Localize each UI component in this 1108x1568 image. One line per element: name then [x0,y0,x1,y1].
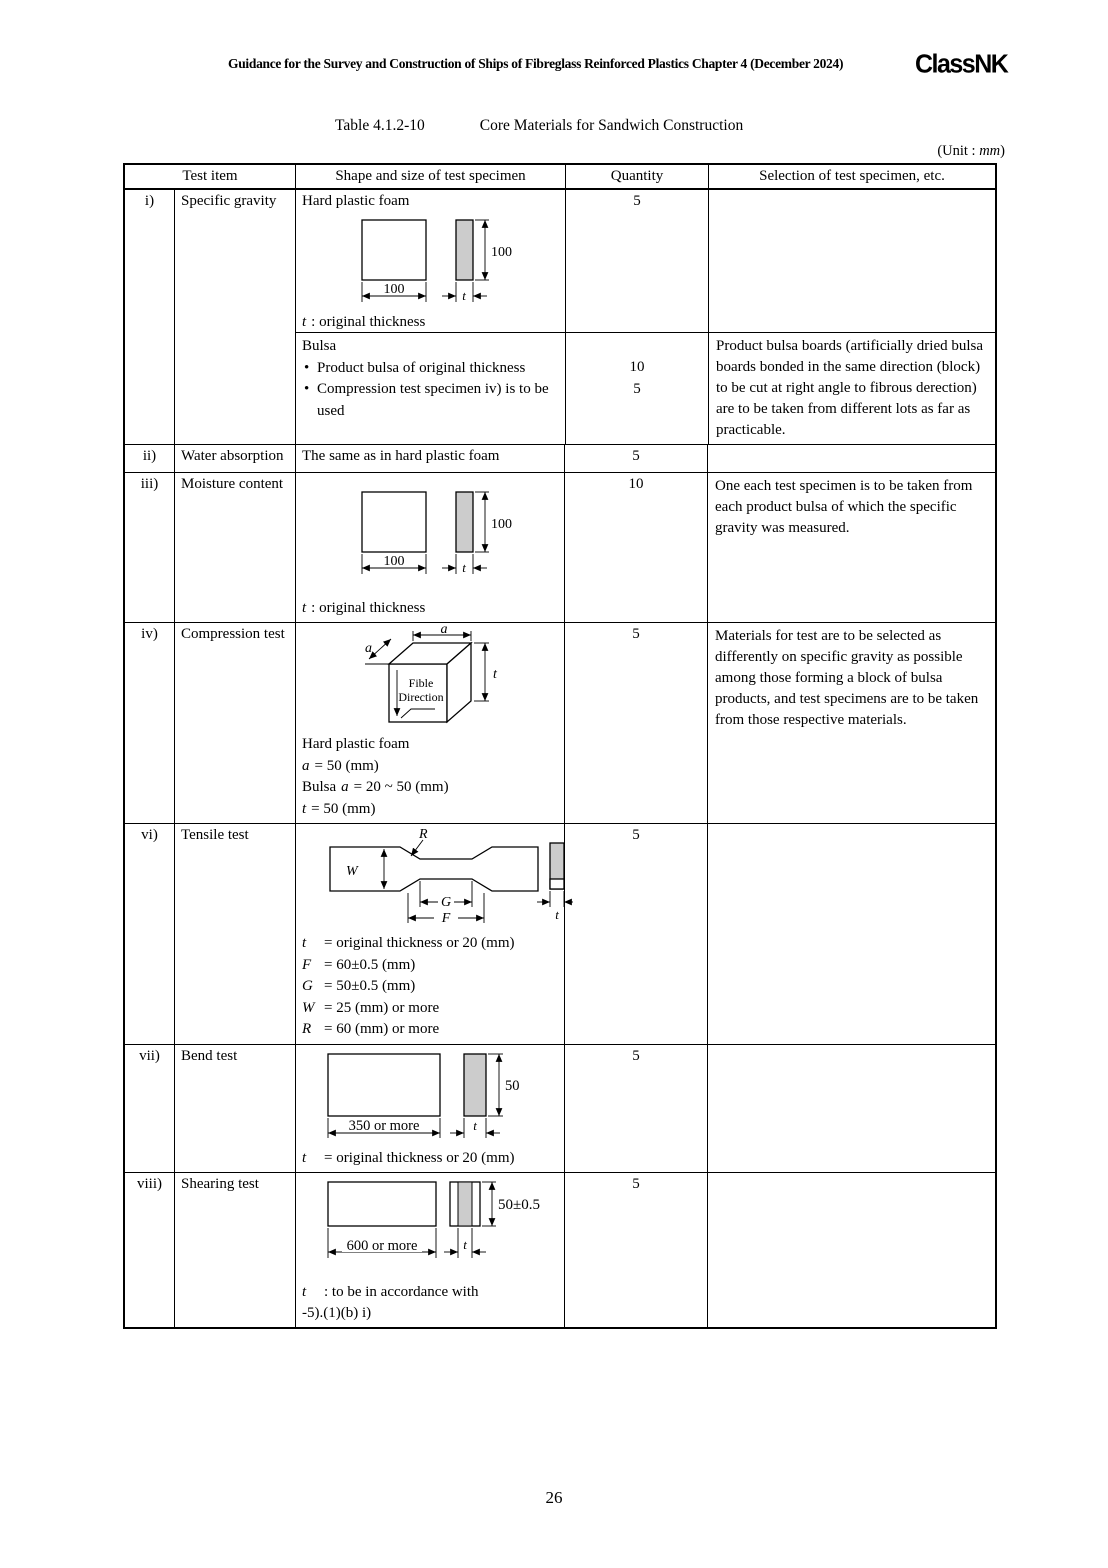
bend-length-label: 350 or more [348,1117,420,1134]
bulsa-bullet-2: • Compression test specimen iv) is to be used [302,379,559,422]
quantity-cell: 5 [564,1173,707,1327]
shape-cell [295,1045,564,1172]
table-caption [335,117,743,135]
bulsa-qty-1: 10 [629,359,645,375]
shear-height-label: 50±0.5 [498,1196,540,1213]
fiber-direction-label-2: Direction [398,690,444,704]
unit-note-pre: (Unit : [937,143,980,159]
tensile-specimen-diagram [322,827,574,927]
test-item-label: Tensile test [174,824,295,1044]
diagram-caption: t = original thickness or 20 (mm) [302,1149,515,1166]
quantity-cell [565,333,708,444]
bulsa-bullet-1: • Product bulsa of original thickness [302,358,559,380]
shape-cell [295,623,564,823]
header-shape: Shape and size of test specimen [295,165,565,188]
diagram-caption: t : original thickness [302,314,426,330]
row-bend-test [125,1044,995,1172]
spec-line: F = 60±0.5 (mm) [302,956,416,973]
row-no: i) [144,193,155,209]
foam-width-label: 100 [383,282,405,297]
table-caption-title: Core Materials for Sandwich Construction [479,117,744,134]
spec-line: Bulsa a = 20 ~ 50 (mm) [302,779,449,795]
spec-line: t = 50 (mm) [302,800,376,817]
cube-thickness-label: t [493,667,497,682]
row-compression-test [125,622,995,823]
row-shearing-test [125,1172,995,1327]
foam-thickness-label: t [462,288,466,303]
row-tensile-test [125,823,995,1044]
selection-cell: One each test specimen is to be taken from each product bulsa of which the specific gravity was measured. [707,473,995,622]
shape-title: Bulsa [302,338,337,354]
quantity-cell: 5 [564,623,707,823]
bend-height-label: 50 [505,1077,520,1094]
spec-line: t = original thickness or 20 (mm) [302,935,515,951]
selection-cell [707,445,995,472]
table-header-row [125,165,995,190]
bend-specimen-diagram [322,1048,537,1142]
diagram-caption: t : original thickness [302,600,426,616]
row-no: iii) [140,476,159,492]
quantity-cell: 10 [564,473,707,622]
shape-cell [296,190,565,332]
spec-line: Hard plastic foam [302,736,410,752]
row-no: vii) [139,1047,160,1064]
foam-width-label: 100 [383,554,405,569]
selection-cell [707,1173,995,1327]
test-item-label: Compression test [174,623,295,823]
tensile-radius-label: R [419,827,428,842]
bend-thickness-label: t [473,1117,477,1133]
cube-depth-dim-label: a [365,641,372,656]
shear-specimen-diagram [322,1176,547,1268]
bulsa-qty-2: 5 [633,380,641,397]
foam-thickness-label: t [462,560,466,575]
spec-line: W = 25 (mm) or more [302,999,440,1016]
classnk-logo: ClassNK [915,49,1008,79]
table-caption-label: Table 4.1.2-10 [335,117,425,134]
row-no: iv) [141,626,158,642]
header-test-item: Test item [182,168,238,184]
core-materials-table [123,163,997,1329]
tensile-thickness-label: t [555,907,559,922]
quantity-cell: 5 [564,824,707,1044]
selection-cell: Materials for test are to be selected as differently on specific gravity as possible among those forming a block of bulsa products, and test specimens are to be taken from those respective materials. [707,623,995,823]
spec-line: G = 50±0.5 (mm) [302,978,416,994]
selection-cell: Product bulsa boards (artificially dried bulsa boards bonded in the same direction (block) to be cut at right angle to fibrous derection) are to be taken from different lots as far as practicable. [708,333,995,444]
row-no: viii) [137,1175,162,1192]
row-moisture-content [125,472,995,622]
unit-note-post: ) [1000,143,1005,159]
subrow-hard-plastic-foam [296,190,995,332]
foam-specimen-diagram [350,216,525,312]
shape-cell [296,333,565,444]
tensile-width-label: W [346,864,358,879]
diagram-caption-2: -5).(1)(b) i) [302,1304,372,1321]
row-water-absorption [125,444,995,472]
fiber-direction-label-1: Fible [408,676,434,690]
test-item-label: Moisture content [174,473,295,622]
row-specific-gravity [125,190,995,444]
page-number: 26 [545,1488,563,1507]
shape-cell [295,1173,564,1327]
selection-cell [708,190,995,332]
cube-top-dim-label: a [440,626,448,637]
selection-cell [707,1045,995,1172]
shape-cell [295,473,564,622]
test-item-label: Bend test [174,1045,295,1172]
shape-cell [295,824,564,1044]
test-item-label: Shearing test [174,1173,295,1327]
unit-note [937,143,1005,160]
shear-length-label: 600 or more [346,1237,418,1254]
compression-cube-diagram [357,626,542,734]
row-no: ii) [142,448,157,464]
spec-line: R = 60 (mm) or more [302,1021,440,1037]
test-item-label: Water absorption [174,445,295,472]
header-quantity: Quantity [565,165,708,188]
specific-gravity-subrows [295,190,995,444]
foam-specimen-diagram [350,488,525,584]
test-item-label: Specific gravity [174,190,295,444]
quantity-cell: 5 [564,1045,707,1172]
selection-cell [707,824,995,1044]
shear-thickness-label: t [463,1236,467,1252]
row-no: vi) [141,827,158,843]
shape-title: Hard plastic foam [302,193,410,209]
shape-cell: The same as in hard plastic foam [295,445,564,472]
diagram-caption: t : to be in accordance with [302,1283,479,1300]
running-header: Guidance for the Survey and Construction of Ships of Fibreglass Reinforced Plastics Chapter 4 (December 2024) [228,56,844,71]
foam-height-label: 100 [491,245,512,260]
tensile-span-label: F [441,911,451,926]
unit-note-value: mm [979,143,1001,159]
quantity-cell: 5 [565,190,708,332]
spec-line: a = 50 (mm) [302,757,379,774]
foam-height-label: 100 [491,517,512,532]
tensile-gauge-label: G [440,895,452,910]
header-selection: Selection of test specimen, etc. [708,165,995,188]
subrow-bulsa [296,332,995,444]
quantity-cell: 5 [564,445,707,472]
